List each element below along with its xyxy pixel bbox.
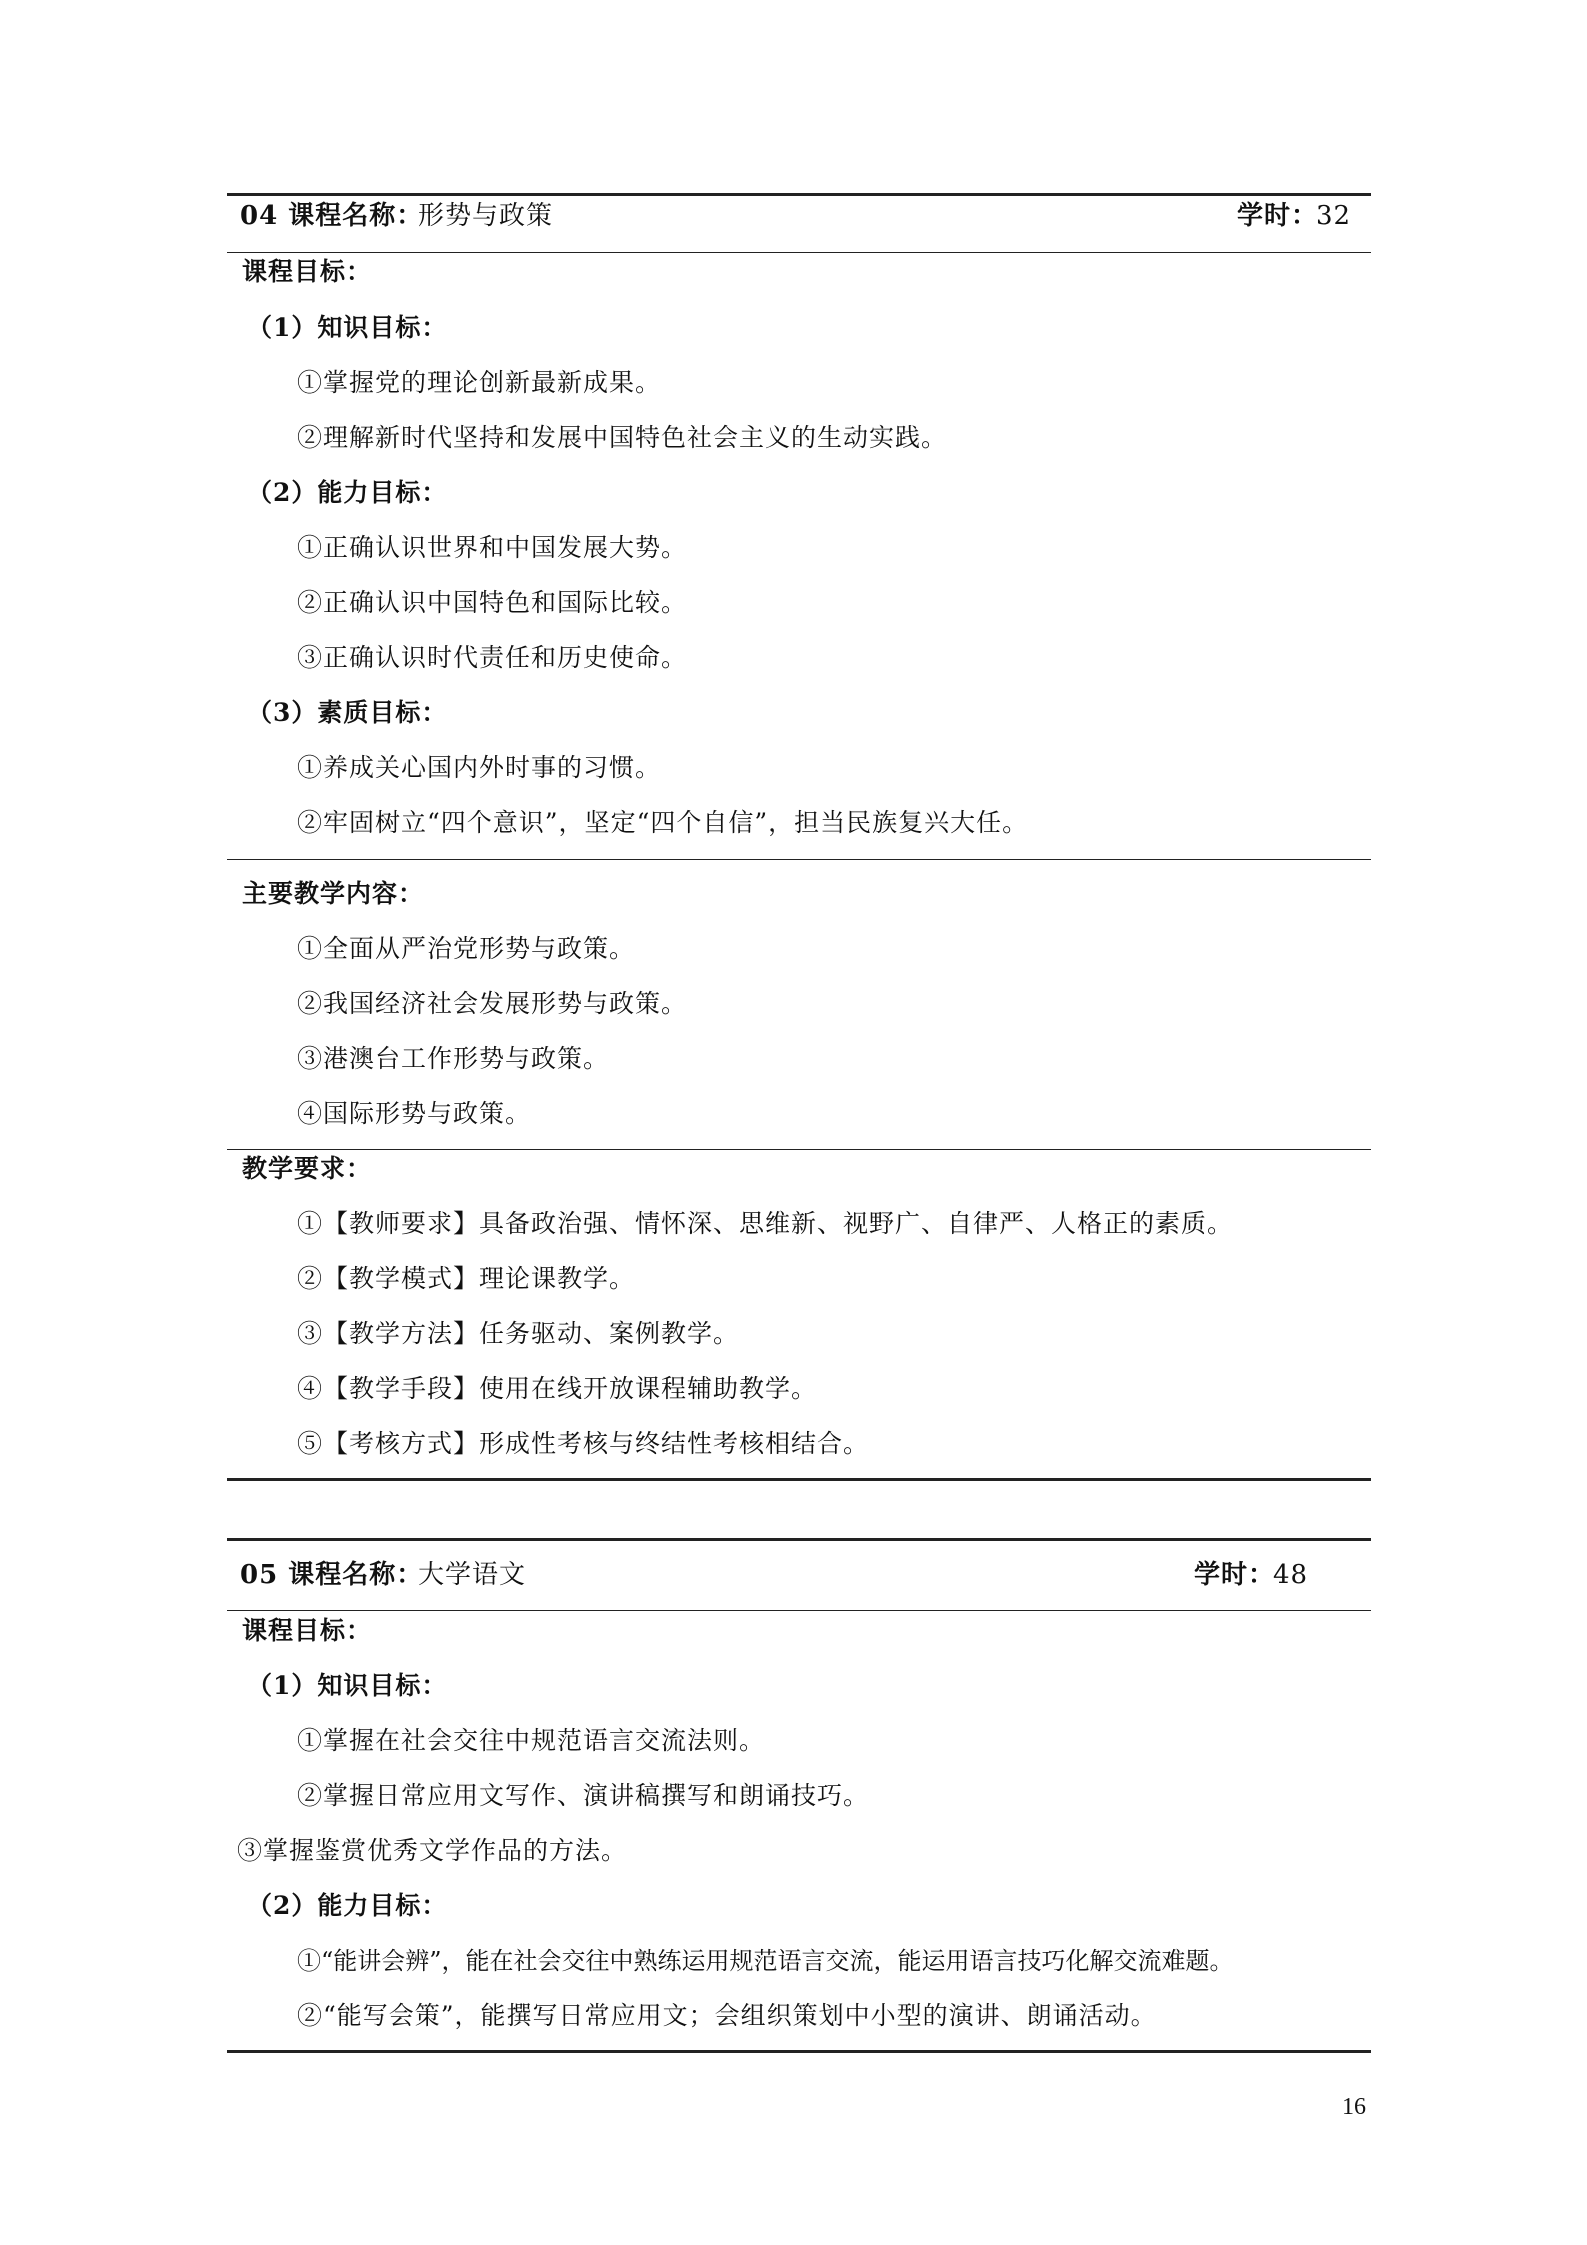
course04-knowledge-item-1: ①掌握党的理论创新最新成果。 xyxy=(297,368,662,397)
course04-header-rule xyxy=(227,252,1371,253)
course05-knowledge-title: （1）知识目标： xyxy=(247,1671,448,1700)
course04-goals-title: 课程目标： xyxy=(242,257,373,286)
course04-knowledge-title: （1）知识目标： xyxy=(247,313,448,342)
course05-hours: 48 xyxy=(1273,1560,1309,1590)
course04-req-item-1: ①【教师要求】具备政治强、情怀深、思维新、视野广、自律严、人格正的素质。 xyxy=(297,1209,1234,1238)
course04-knowledge-item-2: ②理解新时代坚持和发展中国特色社会主义的生动实践。 xyxy=(297,423,948,452)
course05-bottom-rule xyxy=(227,2050,1371,2053)
course04-req-item-4: ④【教学手段】使用在线开放课程辅助教学。 xyxy=(297,1374,818,1403)
course05-ability-title: （2）能力目标： xyxy=(247,1891,448,1920)
course05-knowledge-item-3: ③掌握鉴赏优秀文学作品的方法。 xyxy=(237,1836,628,1865)
course05-goals-title: 课程目标： xyxy=(242,1616,373,1645)
course05-ability-item-2: ②“能写会策”，能撰写日常应用文；会组织策划中小型的演讲、朗诵活动。 xyxy=(297,2001,1157,2030)
course04-ability-item-2: ②正确认识中国特色和国际比较。 xyxy=(297,588,688,617)
course05-code-label: 05 课程名称： xyxy=(240,1560,424,1590)
course05-header-rule xyxy=(227,1610,1371,1611)
course04-req-title: 教学要求： xyxy=(242,1154,373,1183)
course05-top-rule xyxy=(227,1538,1371,1541)
course04-quality-item-1: ①养成关心国内外时事的习惯。 xyxy=(297,753,662,782)
course04-content-item-3: ③港澳台工作形势与政策。 xyxy=(297,1044,610,1073)
course04-content-title: 主要教学内容： xyxy=(242,879,425,908)
course04-req-item-5: ⑤【考核方式】形成性考核与终结性考核相结合。 xyxy=(297,1429,870,1458)
course04-req-item-2: ②【教学模式】理论课教学。 xyxy=(297,1264,636,1293)
course04-quality-title: （3）素质目标： xyxy=(247,698,448,727)
course04-ability-item-1: ①正确认识世界和中国发展大势。 xyxy=(297,533,688,562)
course04-goals-rule xyxy=(227,859,1371,860)
course04-content-item-4: ④国际形势与政策。 xyxy=(297,1099,532,1128)
course04-req-item-3: ③【教学方法】任务驱动、案例教学。 xyxy=(297,1319,740,1348)
course04-hours-label: 学时： xyxy=(1237,201,1319,231)
course04-top-rule xyxy=(227,193,1371,196)
course05-knowledge-item-1: ①掌握在社会交往中规范语言交流法则。 xyxy=(297,1726,766,1755)
course04-bottom-rule xyxy=(227,1478,1371,1481)
course04-content-rule xyxy=(227,1149,1371,1150)
course05-ability-item-1: ①“能讲会辨”，能在社会交往中熟练运用规范语言交流，能运用语言技巧化解交流难题。 xyxy=(297,1947,1234,1975)
course05-name: 大学语文 xyxy=(418,1560,527,1590)
page-number: 16 xyxy=(1342,2094,1366,2120)
course04-ability-title: （2）能力目标： xyxy=(247,478,448,507)
course04-code-label: 04 课程名称： xyxy=(240,201,424,231)
course04-hours: 32 xyxy=(1316,201,1352,231)
course05-knowledge-item-2: ②掌握日常应用文写作、演讲稿撰写和朗诵技巧。 xyxy=(297,1781,870,1810)
course04-quality-item-2: ②牢固树立“四个意识”，坚定“四个自信”，担当民族复兴大任。 xyxy=(297,808,1029,837)
course04-content-item-1: ①全面从严治党形势与政策。 xyxy=(297,934,636,963)
course05-hours-label: 学时： xyxy=(1194,1560,1276,1590)
course04-ability-item-3: ③正确认识时代责任和历史使命。 xyxy=(297,643,688,672)
course04-name: 形势与政策 xyxy=(418,201,554,231)
course04-content-item-2: ②我国经济社会发展形势与政策。 xyxy=(297,989,688,1018)
